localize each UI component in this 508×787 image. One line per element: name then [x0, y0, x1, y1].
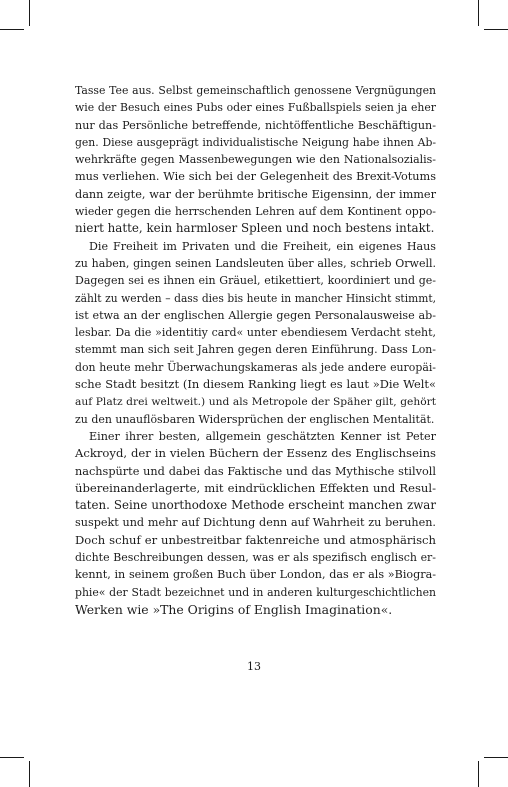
text-line: Werken wie »The Origins of English Imagination«. [75, 601, 393, 617]
text-line: mus verliehen. Wie sich bei der Gelegenheit des Brexit-Votums [75, 170, 436, 184]
crop-mark-bottom-right-horizontal [484, 757, 508, 758]
text-line: wie der Besuch eines Pubs oder eines Fußballspiels seien ja eher [75, 101, 436, 115]
text-line: auf Platz drei weltweit.) und als Metropole der Späher gilt, gehört [75, 395, 436, 409]
text-line: phie« der Stadt bezeichnet und in anderen kulturgeschichtlichen [75, 585, 436, 599]
text-line: Dagegen sei es ihnen ein Gräuel, etikettiert, koordiniert und ge- [75, 274, 436, 288]
text-line: dichte Beschreibungen dessen, was er als spezifisch englisch er- [75, 551, 436, 565]
crop-mark-bottom-right-vertical [478, 761, 479, 787]
text-line: nur das Persönliche betreffende, nichtöffentliche Beschäftigun- [75, 118, 436, 132]
text-line: übereinanderlagerte, mit eindrücklichen Effekten und Resul- [75, 480, 436, 495]
text-line: wehrkräfte gegen Massenbewegungen wie den Nationalsozialis- [75, 153, 436, 167]
text-line: Einer ihrer besten, allgemein geschätzten Kenner ist Peter [89, 429, 436, 443]
text-line: Tasse Tee aus. Selbst gemeinschaftlich genossene Vergnügungen [75, 84, 436, 97]
page-number: 13 [247, 660, 261, 673]
text-line: gen. Diese ausgeprägt individualistische Neigung habe ihnen Ab- [75, 135, 436, 149]
text-line: Die Freiheit im Privaten und die Freiheit, ein eigenes Haus [89, 239, 436, 253]
crop-mark-top-right-vertical [478, 0, 479, 26]
text-line: suspekt und mehr auf Dichtung denn auf Wahrheit zu beruhen. [75, 516, 436, 530]
text-line: dann zeigte, war der berühmte britische Eigensinn, der immer [75, 187, 436, 201]
crop-mark-top-left-horizontal [0, 29, 24, 30]
text-line: nachspürte und dabei das Faktische und das Mythische stilvoll [75, 464, 436, 478]
text-line: Doch schuf er unbestreitbar faktenreiche und atmosphärisch [75, 532, 436, 547]
text-line: zählt zu werden – dass dies bis heute in mancher Hinsicht stimmt, [75, 291, 436, 305]
text-line: wieder gegen die herrschenden Lehren auf dem Kontinent oppo- [75, 205, 436, 219]
text-line: taten. Seine unorthodoxe Methode erscheint manchen zwar [75, 498, 436, 513]
text-line: stemmt man sich seit Jahren gegen deren Einführung. Dass Lon- [75, 343, 436, 357]
text-line: kennt, in seinem großen Buch über London, das er als »Biogra- [75, 568, 436, 582]
paragraph-1 [75, 82, 436, 238]
crop-mark-top-left-vertical [29, 0, 30, 26]
crop-mark-bottom-left-horizontal [0, 757, 24, 758]
text-line: zu den unauflösbaren Widersprüchen der englischen Mentalität. [75, 412, 435, 426]
paragraph-2 [75, 238, 436, 428]
text-line: Ackroyd, der in vielen Büchern der Essenz des Englischseins [75, 446, 436, 461]
text-line: niert hatte, kein harmloser Spleen und noch bestens intakt. [75, 221, 435, 236]
text-line: zu haben, gingen seinen Landsleuten über alles, schrieb Orwell. [75, 256, 436, 270]
crop-mark-top-right-horizontal [484, 29, 508, 30]
text-line: don heute mehr Überwachungskameras als jede andere europäi- [75, 360, 436, 374]
text-line: ist etwa an der englischen Allergie gegen Personalausweise ab- [75, 308, 436, 322]
paragraph-3 [75, 428, 436, 618]
text-line: lesbar. Da die »identitiy card« unter ebendiesem Verdacht steht, [75, 326, 436, 340]
text-line: sche Stadt besitzt (In diesem Ranking liegt es laut »Die Welt« [75, 377, 436, 392]
body-text [75, 82, 436, 618]
crop-mark-bottom-left-vertical [29, 761, 30, 787]
